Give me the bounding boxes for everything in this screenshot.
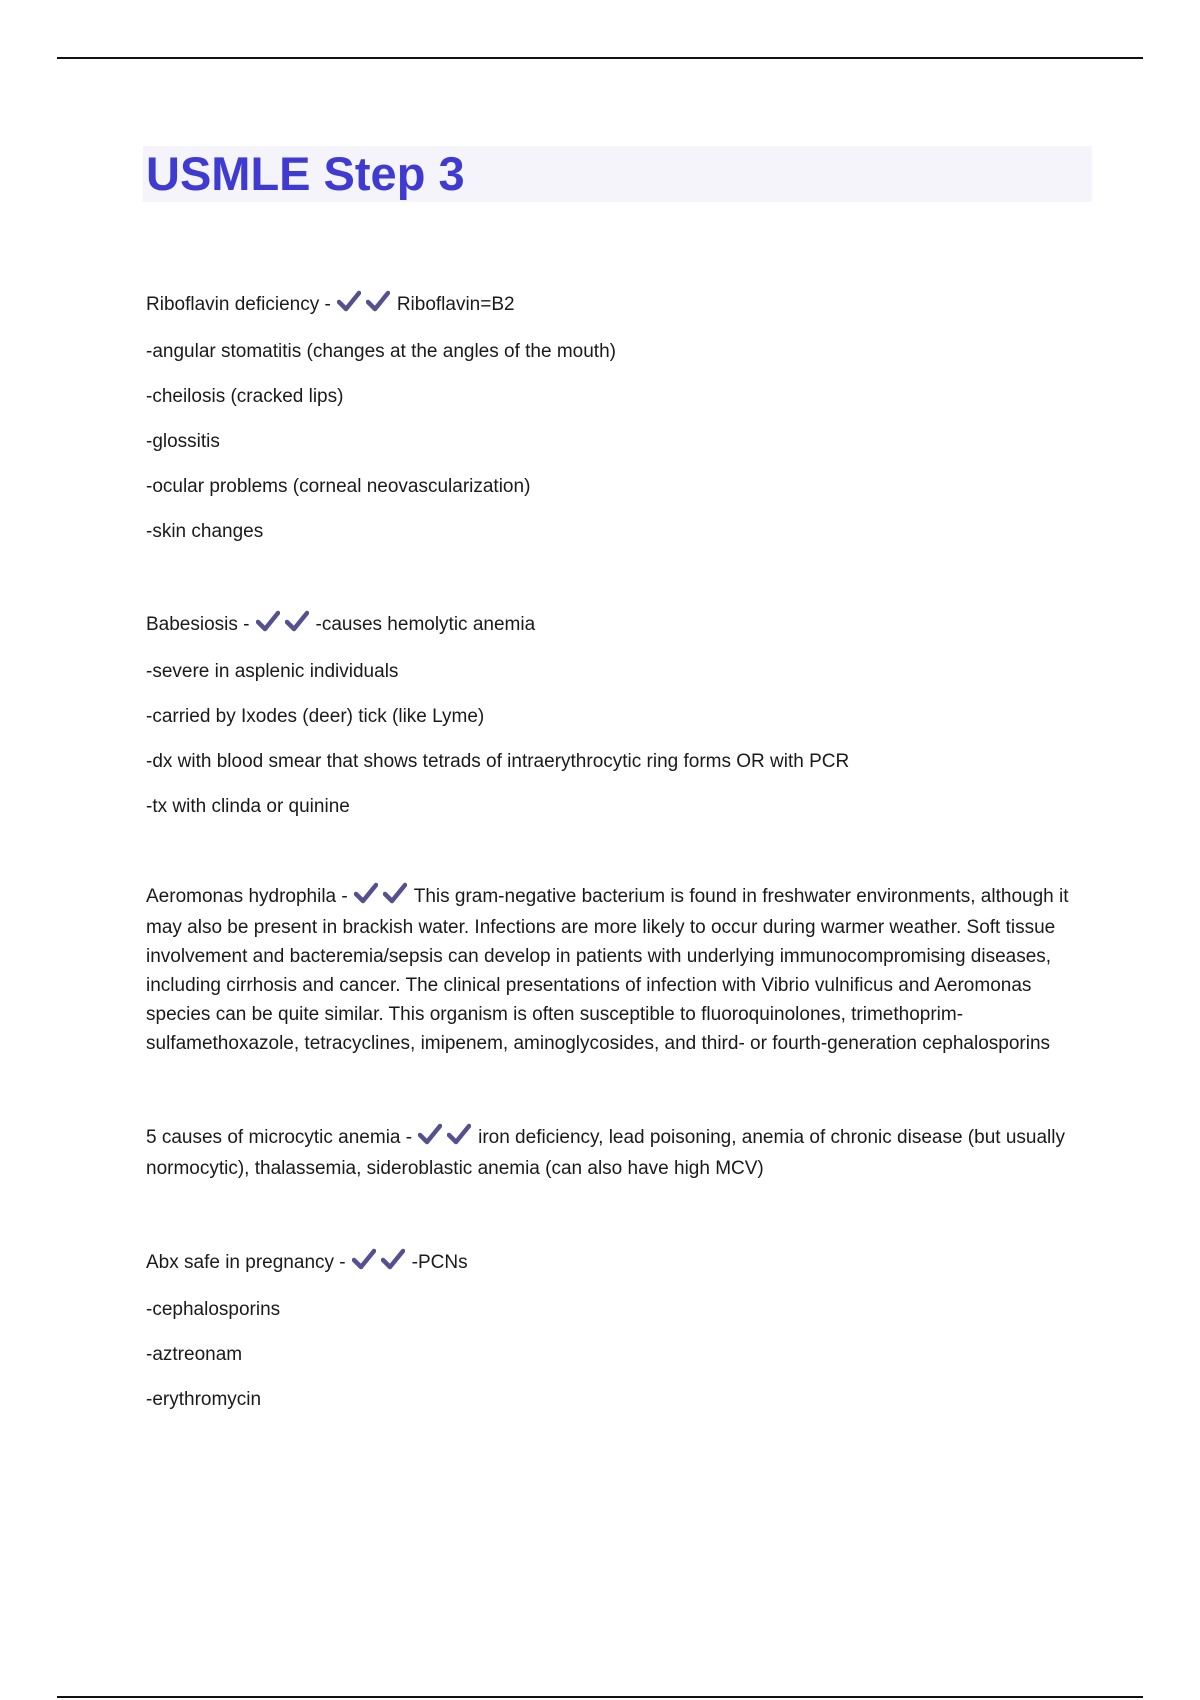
check-icon (383, 882, 407, 904)
answer-line: -glossitis (146, 431, 220, 452)
page-title: USMLE Step 3 (146, 147, 465, 200)
answer-line: -skin changes (146, 521, 264, 542)
card-term: 5 causes of microcytic anemia - (146, 1127, 413, 1148)
double-check-icon (337, 290, 395, 321)
flashcard (146, 882, 1086, 1058)
card-term: Riboflavin deficiency - (146, 294, 331, 315)
bottom-rule (57, 1696, 1143, 1698)
answer-line: -severe in asplenic individuals (146, 661, 399, 682)
flashcard (146, 290, 1086, 546)
top-rule (57, 57, 1143, 59)
flashcard (146, 610, 1086, 821)
card-first-line (146, 1248, 1086, 1279)
answer-line: -PCNs (411, 1252, 468, 1273)
card-term: Aeromonas hydrophila - (146, 886, 348, 907)
check-icon (366, 290, 390, 312)
check-icon (256, 610, 280, 632)
double-check-icon (354, 882, 412, 913)
answer-line: -aztreonam (146, 1344, 243, 1365)
answer-line: -erythromycin (146, 1389, 262, 1410)
card-first-line (146, 610, 1086, 641)
check-icon (337, 290, 361, 312)
check-icon (418, 1123, 442, 1145)
card-first-line (146, 290, 1086, 321)
check-icon (354, 882, 378, 904)
answer-paragraph: iron deficiency, lead poisoning, anemia of chronic disease (but usually normocytic), thalassemia, sideroblastic anemia (can also have high MCV) (146, 1127, 1065, 1179)
double-check-icon (256, 610, 314, 641)
answer-line: Riboflavin=B2 (396, 294, 515, 315)
check-icon (381, 1248, 405, 1270)
flashcard (146, 1123, 1086, 1183)
title-banner (143, 146, 1092, 202)
check-icon (352, 1248, 376, 1270)
answer-line: -cheilosis (cracked lips) (146, 386, 344, 407)
answer-line: -angular stomatitis (changes at the angles of the mouth) (146, 341, 616, 362)
check-icon (285, 610, 309, 632)
answer-line: -cephalosporins (146, 1299, 281, 1320)
card-term: Abx safe in pregnancy - (146, 1252, 346, 1273)
card-paragraph (146, 1123, 1086, 1183)
check-icon (447, 1123, 471, 1145)
answer-line: -carried by Ixodes (deer) tick (like Lyme) (146, 706, 485, 727)
answer-paragraph: This gram-negative bacterium is found in freshwater environments, although it may also be present in brackish water. Infections are more likely to occur during warmer weather. Soft tissue involvement and bacteremia/sepsis can develop in patients with underlying immunocompromising diseases, including cirrhosis and cancer. The clinical presentations of infection with Vibrio vulnificus and Aeromonas species can be quite similar. This organism is often susceptible to fluoroquinolones, trimethoprim-sulfamethoxazole, tetracyclines, imipenem, aminoglycosides, and third- or fourth-generation cephalosporins (146, 886, 1069, 1054)
answer-line: -ocular problems (corneal neovascularization) (146, 476, 531, 497)
double-check-icon (352, 1248, 410, 1279)
card-paragraph (146, 882, 1086, 1058)
answer-line: -causes hemolytic anemia (315, 614, 536, 635)
answer-line: -dx with blood smear that shows tetrads of intraerythrocytic ring forms OR with PCR (146, 751, 850, 772)
answer-line: -tx with clinda or quinine (146, 796, 350, 817)
flashcard (146, 1248, 1086, 1414)
double-check-icon (418, 1123, 476, 1154)
card-term: Babesiosis - (146, 614, 250, 635)
flashcard-list (146, 290, 1086, 1478)
